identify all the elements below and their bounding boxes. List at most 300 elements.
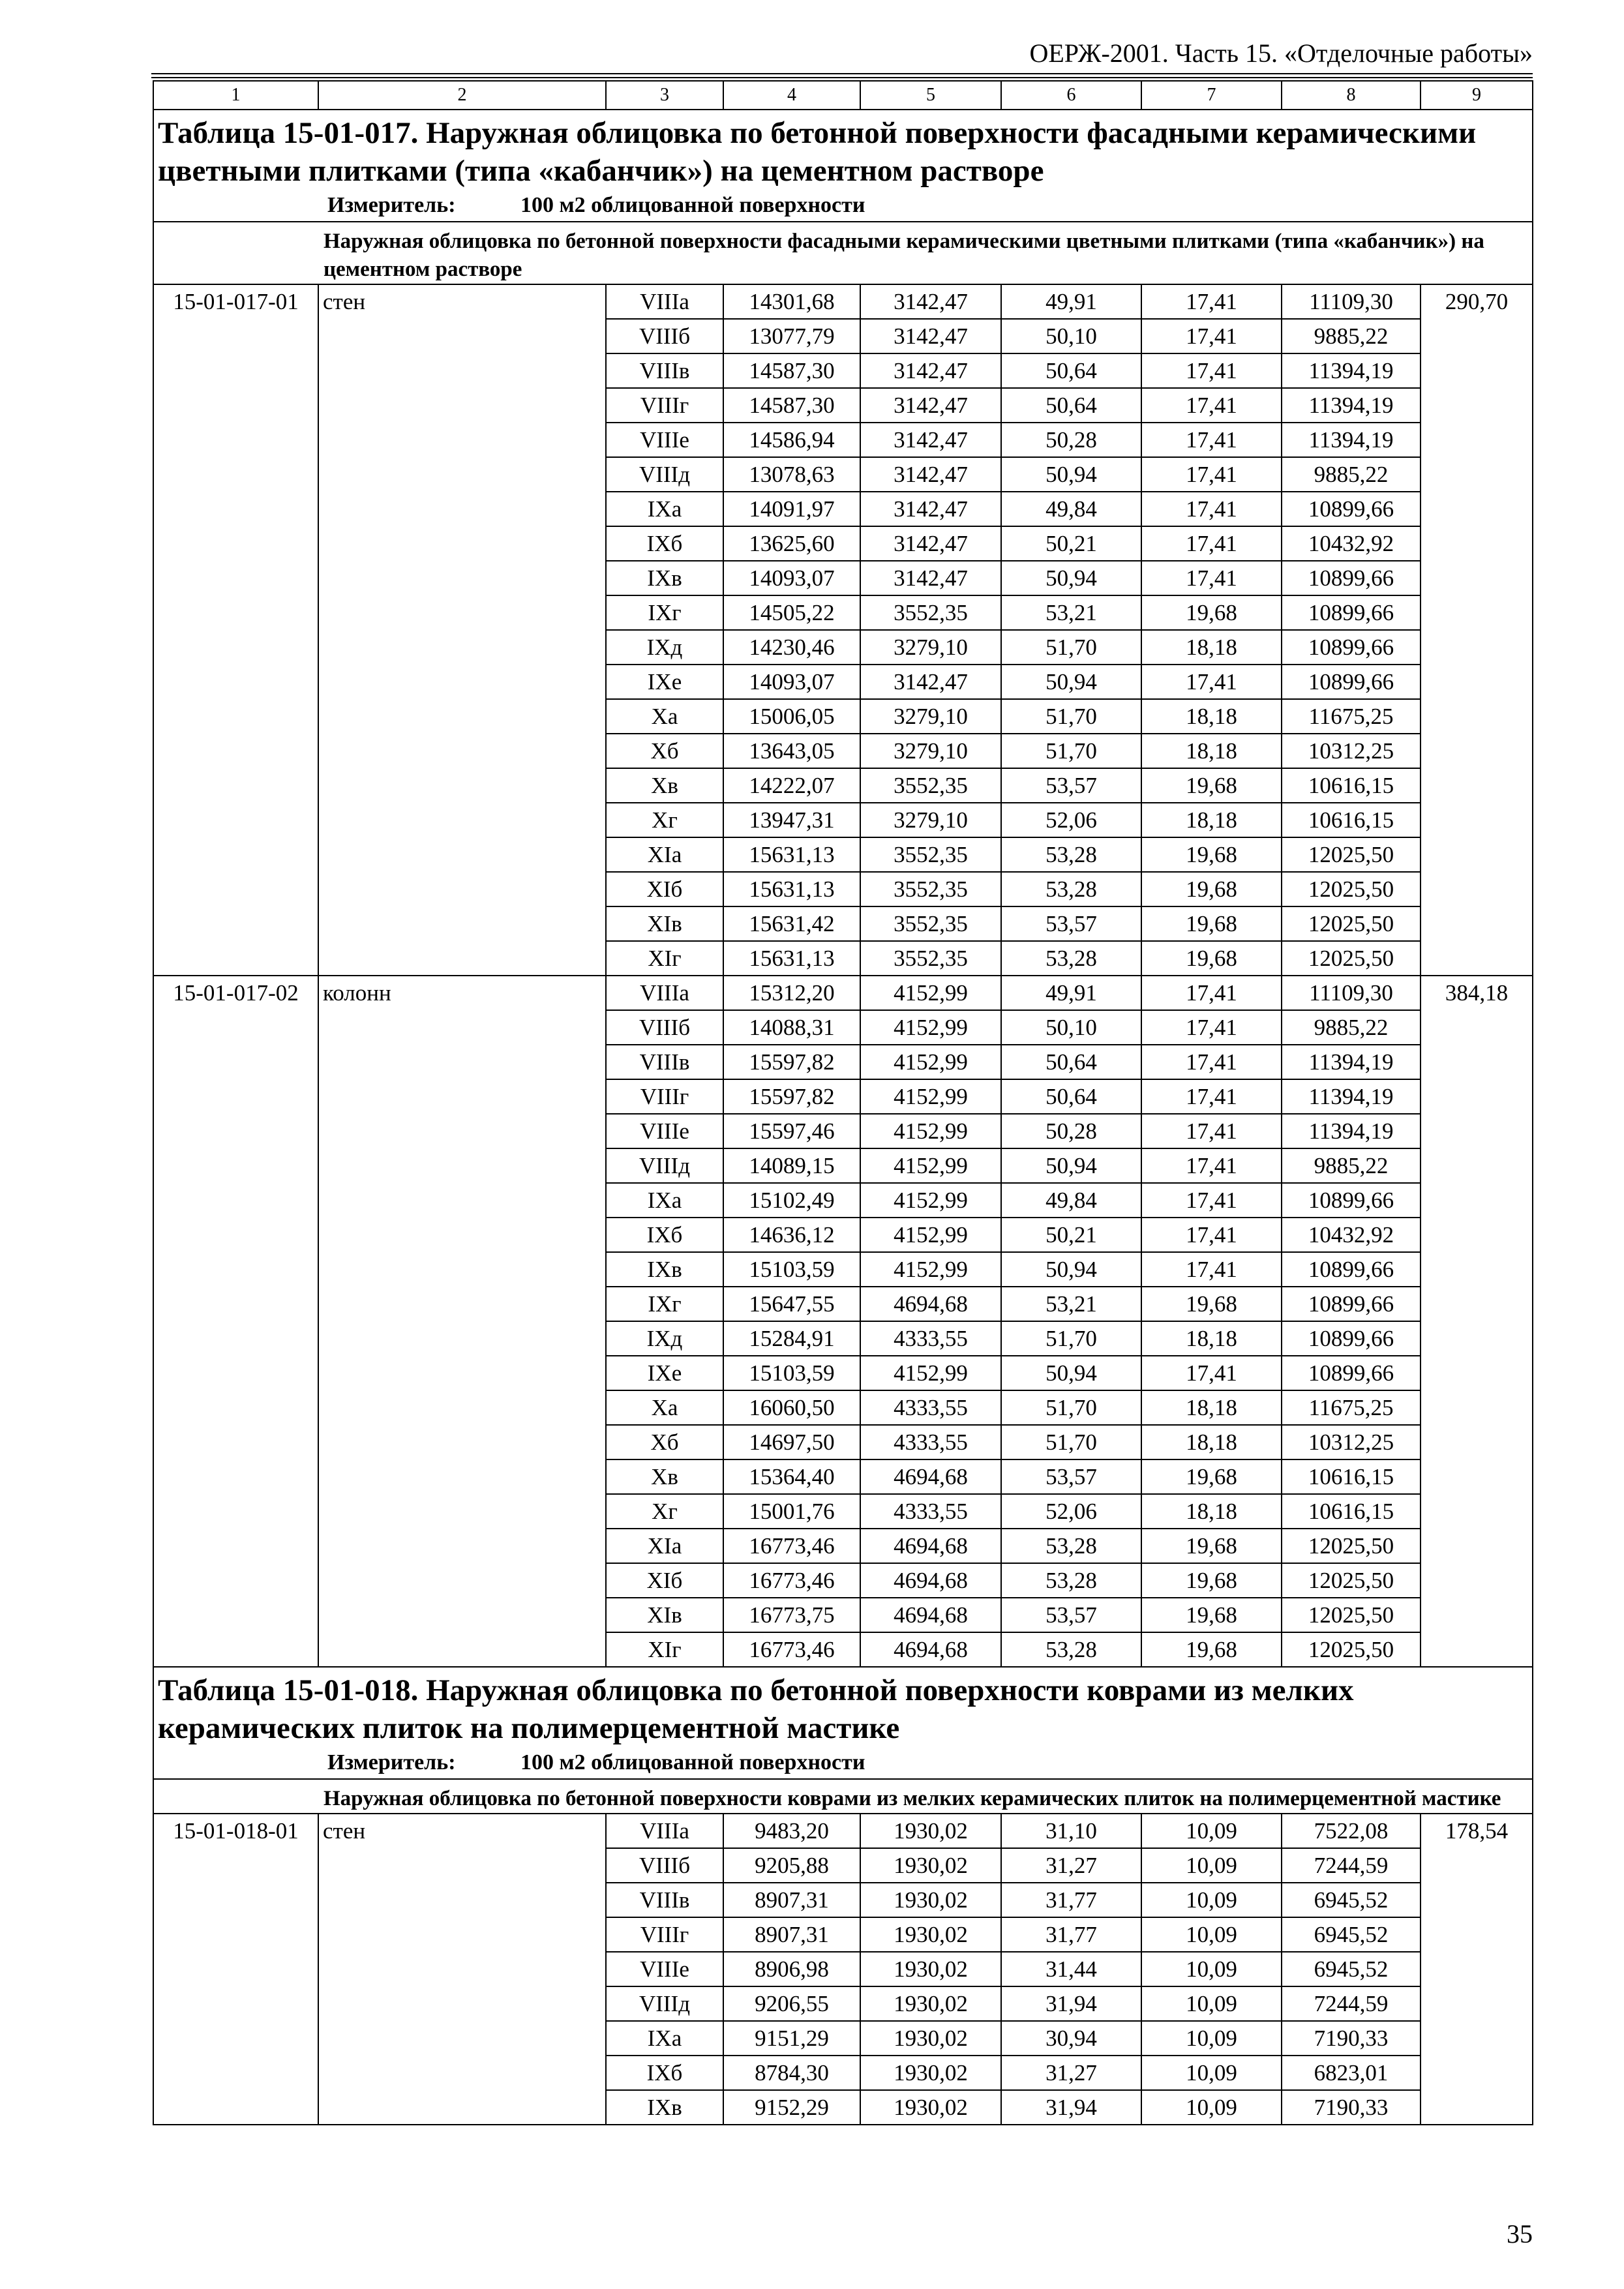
page-number: 35 (1507, 2219, 1533, 2249)
value-cell: 10899,66 (1282, 492, 1421, 526)
value-cell: 11394,19 (1282, 388, 1421, 423)
value-cell: 3552,35 (860, 872, 1001, 906)
value-cell: 18,18 (1141, 1321, 1282, 1356)
value-cell: 31,94 (1001, 1986, 1141, 2021)
value-cell: 12025,50 (1282, 1563, 1421, 1598)
region-cell: IXв (606, 2090, 723, 2125)
value-cell: 14093,07 (723, 665, 860, 699)
value-cell: 15006,05 (723, 699, 860, 734)
value-cell: 13625,60 (723, 526, 860, 561)
value-cell: 53,57 (1001, 906, 1141, 941)
value-cell: 31,27 (1001, 1848, 1141, 1883)
value-cell: 17,41 (1141, 1218, 1282, 1252)
column-number: 8 (1282, 81, 1421, 110)
value-cell: 10899,66 (1282, 561, 1421, 595)
value-cell: 14222,07 (723, 768, 860, 803)
table-row (153, 1814, 1533, 1848)
value-cell: 3279,10 (860, 734, 1001, 768)
value-cell: 15631,13 (723, 941, 860, 976)
value-cell: 19,68 (1141, 837, 1282, 872)
value-cell: 17,41 (1141, 423, 1282, 457)
region-cell: VIIIа (606, 1814, 723, 1848)
value-cell: 18,18 (1141, 734, 1282, 768)
value-cell: 6945,52 (1282, 1883, 1421, 1917)
value-cell: 10432,92 (1282, 526, 1421, 561)
value-cell: 17,41 (1141, 976, 1282, 1010)
value-cell: 17,41 (1141, 319, 1282, 353)
region-cell: VIIIд (606, 1148, 723, 1183)
value-cell: 12025,50 (1282, 941, 1421, 976)
region-cell: IXе (606, 665, 723, 699)
value-cell: 14587,30 (723, 353, 860, 388)
value-cell: 10899,66 (1282, 665, 1421, 699)
value-cell: 3142,47 (860, 423, 1001, 457)
value-cell: 30,94 (1001, 2021, 1141, 2056)
value-cell: 17,41 (1141, 353, 1282, 388)
value-cell: 10312,25 (1282, 734, 1421, 768)
value-cell: 14088,31 (723, 1010, 860, 1045)
value-cell: 15312,20 (723, 976, 860, 1010)
region-cell: Xб (606, 1425, 723, 1459)
table-title-row (153, 110, 1533, 222)
value-cell: 8784,30 (723, 2056, 860, 2090)
region-cell: IXб (606, 526, 723, 561)
value-cell: 6823,01 (1282, 2056, 1421, 2090)
region-cell: XIа (606, 837, 723, 872)
value-cell: 10899,66 (1282, 1287, 1421, 1321)
value-cell: 1930,02 (860, 2021, 1001, 2056)
value-cell: 17,41 (1141, 1114, 1282, 1148)
region-cell: VIIIг (606, 388, 723, 423)
value-cell: 14586,94 (723, 423, 860, 457)
region-cell: IXа (606, 1183, 723, 1218)
rate-code: 15-01-017-02 (153, 976, 318, 1667)
value-cell: 1930,02 (860, 1952, 1001, 1986)
value-cell: 18,18 (1141, 630, 1282, 665)
value-cell: 10899,66 (1282, 630, 1421, 665)
value-cell: 53,28 (1001, 837, 1141, 872)
table-title: Таблица 15-01-017. Наружная облицовка по бетонной поверхности фасадными керамическими цветными плитками (типа «кабанчик») на цементном растворе (158, 116, 1477, 188)
value-cell: 3552,35 (860, 941, 1001, 976)
column-number: 2 (318, 81, 606, 110)
rate-code: 15-01-017-01 (153, 284, 318, 976)
value-cell: 10,09 (1141, 2056, 1282, 2090)
measure-label: Измеритель: (327, 193, 456, 217)
value-cell: 53,28 (1001, 1632, 1141, 1667)
value-cell: 19,68 (1141, 595, 1282, 630)
value-cell: 50,94 (1001, 561, 1141, 595)
value-cell: 12025,50 (1282, 906, 1421, 941)
table-row (153, 976, 1533, 1010)
value-cell: 3279,10 (860, 699, 1001, 734)
region-cell: VIIIб (606, 1010, 723, 1045)
value-cell: 31,44 (1001, 1952, 1141, 1986)
measure-label: Измеритель: (327, 1750, 456, 1774)
region-cell: Xв (606, 768, 723, 803)
value-cell: 1930,02 (860, 1917, 1001, 1952)
region-cell: IXе (606, 1356, 723, 1390)
value-cell: 7190,33 (1282, 2090, 1421, 2125)
region-cell: VIIIе (606, 1952, 723, 1986)
value-cell: 51,70 (1001, 1390, 1141, 1425)
value-cell: 15631,13 (723, 837, 860, 872)
value-cell: 3552,35 (860, 837, 1001, 872)
table-subheading: Наружная облицовка по бетонной поверхности коврами из мелких керамических плиток на полимерцементной мастике (153, 1779, 1533, 1814)
value-cell: 4694,68 (860, 1632, 1001, 1667)
value-cell: 3142,47 (860, 526, 1001, 561)
value-cell: 9205,88 (723, 1848, 860, 1883)
value-cell: 31,77 (1001, 1917, 1141, 1952)
value-cell: 4333,55 (860, 1390, 1001, 1425)
value-cell: 17,41 (1141, 1010, 1282, 1045)
column-number: 6 (1001, 81, 1141, 110)
value-cell: 11394,19 (1282, 423, 1421, 457)
region-cell: VIIIг (606, 1917, 723, 1952)
value-cell: 18,18 (1141, 1390, 1282, 1425)
region-cell: VIIIа (606, 976, 723, 1010)
value-cell: 10,09 (1141, 1952, 1282, 1986)
region-cell: IXв (606, 561, 723, 595)
value-cell: 31,77 (1001, 1883, 1141, 1917)
value-cell: 10899,66 (1282, 1252, 1421, 1287)
value-cell: 49,84 (1001, 1183, 1141, 1218)
value-cell: 15631,42 (723, 906, 860, 941)
value-cell: 15597,82 (723, 1045, 860, 1079)
value-cell: 53,21 (1001, 1287, 1141, 1321)
value-cell: 18,18 (1141, 1494, 1282, 1529)
value-cell: 11394,19 (1282, 1114, 1421, 1148)
value-cell: 10,09 (1141, 1917, 1282, 1952)
value-cell: 13643,05 (723, 734, 860, 768)
value-cell: 51,70 (1001, 734, 1141, 768)
value-cell: 50,28 (1001, 1114, 1141, 1148)
value-cell: 50,64 (1001, 1079, 1141, 1114)
value-cell: 49,91 (1001, 976, 1141, 1010)
value-cell: 16773,46 (723, 1563, 860, 1598)
running-header: ОЕРЖ-2001. Часть 15. «Отделочные работы» (1029, 38, 1533, 68)
region-cell: VIIIв (606, 1045, 723, 1079)
value-cell: 6945,52 (1282, 1952, 1421, 1986)
value-cell: 10,09 (1141, 2021, 1282, 2056)
value-cell: 9206,55 (723, 1986, 860, 2021)
value-cell: 12025,50 (1282, 872, 1421, 906)
region-cell: XIв (606, 1598, 723, 1632)
value-cell: 19,68 (1141, 941, 1282, 976)
value-cell: 3142,47 (860, 319, 1001, 353)
value-cell: 14091,97 (723, 492, 860, 526)
region-cell: VIIIб (606, 319, 723, 353)
value-cell: 9885,22 (1282, 1148, 1421, 1183)
region-cell: VIIIе (606, 423, 723, 457)
value-cell: 17,41 (1141, 1045, 1282, 1079)
region-cell: XIб (606, 1563, 723, 1598)
value-cell: 11675,25 (1282, 699, 1421, 734)
value-cell: 19,68 (1141, 1459, 1282, 1494)
value-cell: 19,68 (1141, 1563, 1282, 1598)
value-cell: 16773,75 (723, 1598, 860, 1632)
value-cell: 4152,99 (860, 1114, 1001, 1148)
value-cell: 3142,47 (860, 561, 1001, 595)
value-cell: 10616,15 (1282, 803, 1421, 837)
region-cell: VIIIб (606, 1848, 723, 1883)
table-row (153, 284, 1533, 319)
value-cell: 10432,92 (1282, 1218, 1421, 1252)
value-cell: 8907,31 (723, 1917, 860, 1952)
value-cell: 16773,46 (723, 1529, 860, 1563)
value-cell: 19,68 (1141, 1529, 1282, 1563)
col9-value: 178,54 (1421, 1814, 1533, 2125)
region-cell: VIIIа (606, 284, 723, 319)
value-cell: 17,41 (1141, 388, 1282, 423)
value-cell: 51,70 (1001, 1425, 1141, 1459)
region-cell: IXа (606, 2021, 723, 2056)
value-cell: 6945,52 (1282, 1917, 1421, 1952)
region-cell: Xа (606, 699, 723, 734)
value-cell: 13947,31 (723, 803, 860, 837)
value-cell: 3142,47 (860, 492, 1001, 526)
table-subheading-row (153, 222, 1533, 284)
region-cell: Xа (606, 1390, 723, 1425)
rate-name: стен (318, 1814, 606, 2125)
value-cell: 14089,15 (723, 1148, 860, 1183)
value-cell: 53,28 (1001, 872, 1141, 906)
value-cell: 7522,08 (1282, 1814, 1421, 1848)
value-cell: 11394,19 (1282, 1045, 1421, 1079)
value-cell: 3552,35 (860, 595, 1001, 630)
value-cell: 12025,50 (1282, 1632, 1421, 1667)
value-cell: 1930,02 (860, 2090, 1001, 2125)
value-cell: 14587,30 (723, 388, 860, 423)
value-cell: 4152,99 (860, 976, 1001, 1010)
value-cell: 14230,46 (723, 630, 860, 665)
measure-line (158, 1747, 1528, 1778)
value-cell: 1930,02 (860, 1848, 1001, 1883)
value-cell: 7244,59 (1282, 1848, 1421, 1883)
value-cell: 17,41 (1141, 1356, 1282, 1390)
value-cell: 3279,10 (860, 630, 1001, 665)
value-cell: 19,68 (1141, 768, 1282, 803)
region-cell: XIг (606, 1632, 723, 1667)
table-title: Таблица 15-01-018. Наружная облицовка по бетонной поверхности коврами из мелких керамических плиток на полимерцементной мастике (158, 1673, 1354, 1745)
region-cell: VIIIв (606, 1883, 723, 1917)
value-cell: 53,28 (1001, 1563, 1141, 1598)
region-cell: Xг (606, 803, 723, 837)
value-cell: 3142,47 (860, 457, 1001, 492)
value-cell: 19,68 (1141, 906, 1282, 941)
value-cell: 10616,15 (1282, 1459, 1421, 1494)
table-subheading: Наружная облицовка по бетонной поверхности фасадными керамическими цветными плитками (типа «кабанчик») на цементном растворе (153, 222, 1533, 284)
value-cell: 11109,30 (1282, 976, 1421, 1010)
value-cell: 4152,99 (860, 1356, 1001, 1390)
value-cell: 3142,47 (860, 665, 1001, 699)
value-cell: 51,70 (1001, 1321, 1141, 1356)
value-cell: 4333,55 (860, 1494, 1001, 1529)
value-cell: 1930,02 (860, 1883, 1001, 1917)
column-number: 1 (153, 81, 318, 110)
value-cell: 15597,46 (723, 1114, 860, 1148)
value-cell: 4333,55 (860, 1425, 1001, 1459)
value-cell: 4694,68 (860, 1563, 1001, 1598)
value-cell: 4694,68 (860, 1459, 1001, 1494)
value-cell: 10,09 (1141, 2090, 1282, 2125)
value-cell: 1930,02 (860, 1986, 1001, 2021)
value-cell: 11109,30 (1282, 284, 1421, 319)
value-cell: 53,57 (1001, 768, 1141, 803)
value-cell: 19,68 (1141, 872, 1282, 906)
value-cell: 19,68 (1141, 1598, 1282, 1632)
value-cell: 10,09 (1141, 1883, 1282, 1917)
value-cell: 14093,07 (723, 561, 860, 595)
measure-value: 100 м2 облицованной поверхности (520, 193, 865, 217)
value-cell: 11394,19 (1282, 1079, 1421, 1114)
value-cell: 4152,99 (860, 1252, 1001, 1287)
value-cell: 15631,13 (723, 872, 860, 906)
value-cell: 50,21 (1001, 526, 1141, 561)
region-cell: IXб (606, 1218, 723, 1252)
table-title-row (153, 1667, 1533, 1779)
region-cell: IXа (606, 492, 723, 526)
region-cell: IXг (606, 1287, 723, 1321)
value-cell: 31,94 (1001, 2090, 1141, 2125)
col9-value: 290,70 (1421, 284, 1533, 976)
value-cell: 17,41 (1141, 284, 1282, 319)
value-cell: 14636,12 (723, 1218, 860, 1252)
column-number: 3 (606, 81, 723, 110)
value-cell: 13077,79 (723, 319, 860, 353)
value-cell: 52,06 (1001, 1494, 1141, 1529)
value-cell: 10899,66 (1282, 1321, 1421, 1356)
value-cell: 4333,55 (860, 1321, 1001, 1356)
value-cell: 17,41 (1141, 665, 1282, 699)
value-cell: 49,91 (1001, 284, 1141, 319)
value-cell: 50,28 (1001, 423, 1141, 457)
value-cell: 3142,47 (860, 388, 1001, 423)
value-cell: 19,68 (1141, 1632, 1282, 1667)
value-cell: 49,84 (1001, 492, 1141, 526)
value-cell: 3142,47 (860, 284, 1001, 319)
value-cell: 50,64 (1001, 353, 1141, 388)
rates-table (153, 80, 1533, 2125)
value-cell: 17,41 (1141, 561, 1282, 595)
region-cell: VIIIг (606, 1079, 723, 1114)
region-cell: XIв (606, 906, 723, 941)
value-cell: 3142,47 (860, 353, 1001, 388)
value-cell: 15102,49 (723, 1183, 860, 1218)
value-cell: 10899,66 (1282, 1183, 1421, 1218)
value-cell: 3279,10 (860, 803, 1001, 837)
value-cell: 12025,50 (1282, 1529, 1421, 1563)
region-cell: VIIIе (606, 1114, 723, 1148)
value-cell: 53,28 (1001, 941, 1141, 976)
value-cell: 31,10 (1001, 1814, 1141, 1848)
value-cell: 50,94 (1001, 457, 1141, 492)
measure-value: 100 м2 облицованной поверхности (520, 1750, 865, 1774)
value-cell: 4152,99 (860, 1218, 1001, 1252)
table-title-cell (153, 1667, 1533, 1779)
region-cell: IXд (606, 630, 723, 665)
value-cell: 18,18 (1141, 1425, 1282, 1459)
value-cell: 15103,59 (723, 1356, 860, 1390)
region-cell: IXг (606, 595, 723, 630)
header-rule (151, 73, 1533, 74)
value-cell: 19,68 (1141, 1287, 1282, 1321)
value-cell: 15001,76 (723, 1494, 860, 1529)
value-cell: 10,09 (1141, 1848, 1282, 1883)
col9-value: 384,18 (1421, 976, 1533, 1667)
value-cell: 16773,46 (723, 1632, 860, 1667)
region-cell: IXб (606, 2056, 723, 2090)
value-cell: 50,94 (1001, 1356, 1141, 1390)
value-cell: 13078,63 (723, 457, 860, 492)
value-cell: 14697,50 (723, 1425, 860, 1459)
rate-code: 15-01-018-01 (153, 1814, 318, 2125)
value-cell: 12025,50 (1282, 837, 1421, 872)
rate-name: колонн (318, 976, 606, 1667)
value-cell: 17,41 (1141, 1252, 1282, 1287)
value-cell: 4694,68 (860, 1529, 1001, 1563)
value-cell: 53,21 (1001, 595, 1141, 630)
value-cell: 12025,50 (1282, 1598, 1421, 1632)
value-cell: 15103,59 (723, 1252, 860, 1287)
value-cell: 3552,35 (860, 768, 1001, 803)
value-cell: 9885,22 (1282, 457, 1421, 492)
value-cell: 10616,15 (1282, 768, 1421, 803)
value-cell: 18,18 (1141, 803, 1282, 837)
region-cell: XIа (606, 1529, 723, 1563)
header-rule (151, 77, 1533, 78)
region-cell: VIIIд (606, 457, 723, 492)
value-cell: 18,18 (1141, 699, 1282, 734)
value-cell: 53,57 (1001, 1598, 1141, 1632)
column-number: 9 (1421, 81, 1533, 110)
value-cell: 15597,82 (723, 1079, 860, 1114)
value-cell: 51,70 (1001, 630, 1141, 665)
value-cell: 53,57 (1001, 1459, 1141, 1494)
value-cell: 8907,31 (723, 1883, 860, 1917)
value-cell: 50,94 (1001, 665, 1141, 699)
value-cell: 50,10 (1001, 1010, 1141, 1045)
value-cell: 50,94 (1001, 1252, 1141, 1287)
column-number: 7 (1141, 81, 1282, 110)
column-number: 5 (860, 81, 1001, 110)
value-cell: 50,64 (1001, 388, 1141, 423)
value-cell: 31,27 (1001, 2056, 1141, 2090)
value-cell: 11394,19 (1282, 353, 1421, 388)
value-cell: 16060,50 (723, 1390, 860, 1425)
value-cell: 8906,98 (723, 1952, 860, 1986)
value-cell: 53,28 (1001, 1529, 1141, 1563)
value-cell: 50,94 (1001, 1148, 1141, 1183)
value-cell: 14301,68 (723, 284, 860, 319)
value-cell: 9151,29 (723, 2021, 860, 2056)
value-cell: 10899,66 (1282, 595, 1421, 630)
region-cell: XIг (606, 941, 723, 976)
value-cell: 4694,68 (860, 1598, 1001, 1632)
value-cell: 9885,22 (1282, 319, 1421, 353)
value-cell: 3552,35 (860, 906, 1001, 941)
value-cell: 10899,66 (1282, 1356, 1421, 1390)
value-cell: 10616,15 (1282, 1494, 1421, 1529)
value-cell: 17,41 (1141, 492, 1282, 526)
region-cell: Xв (606, 1459, 723, 1494)
value-cell: 50,10 (1001, 319, 1141, 353)
value-cell: 9152,29 (723, 2090, 860, 2125)
region-cell: IXд (606, 1321, 723, 1356)
value-cell: 10,09 (1141, 1814, 1282, 1848)
value-cell: 7190,33 (1282, 2021, 1421, 2056)
table-subheading-row (153, 1779, 1533, 1814)
value-cell: 9885,22 (1282, 1010, 1421, 1045)
